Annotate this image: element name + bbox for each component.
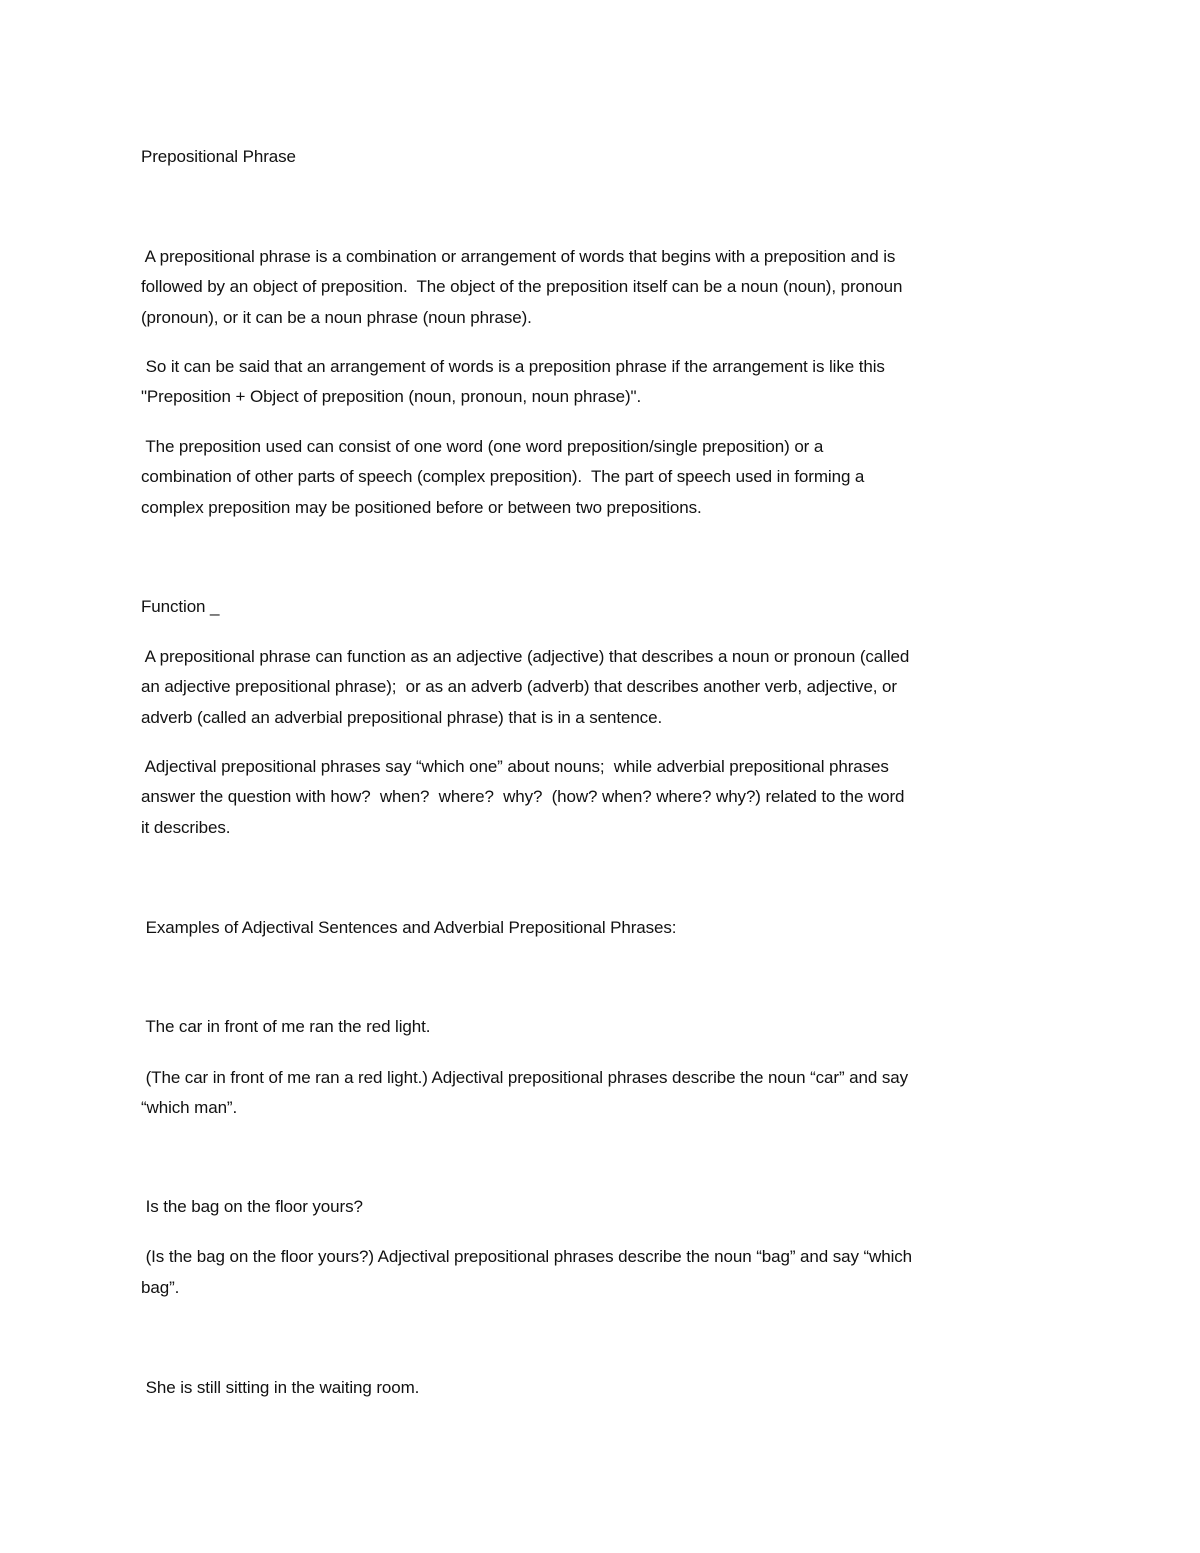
document-title: Prepositional Phrase	[141, 147, 296, 166]
paragraph-line: Adjectival prepositional phrases say “which one” about nouns; while adverbial prepositional phrases	[141, 757, 889, 776]
paragraph-line: it describes.	[141, 818, 231, 837]
example-explanation-line: bag”.	[141, 1278, 180, 1297]
example-explanation-line: “which man”.	[141, 1098, 238, 1117]
paragraph-line: A prepositional phrase can function as an adjective (adjective) that describes a noun or pronoun (called	[141, 647, 910, 666]
paragraph-line: an adjective prepositional phrase); or as an adverb (adverb) that describes another verb, adjective, or	[141, 677, 897, 696]
paragraph-line: A prepositional phrase is a combination or arrangement of words that begins with a preposition and is	[141, 247, 896, 266]
paragraph-line: combination of other parts of speech (complex preposition). The part of speech used in forming a	[141, 467, 865, 486]
example-sentence: Is the bag on the floor yours?	[141, 1197, 363, 1216]
paragraph-line: So it can be said that an arrangement of words is a preposition phrase if the arrangement is like this	[141, 357, 885, 376]
paragraph-line: adverb (called an adverbial prepositional phrase) that is in a sentence.	[141, 708, 663, 727]
paragraph-line: "Preposition + Object of preposition (noun, pronoun, noun phrase)".	[141, 387, 642, 406]
paragraph-line: followed by an object of preposition. The object of the preposition itself can be a noun (noun), pronoun	[141, 277, 903, 296]
paragraph-line: complex preposition may be positioned before or between two prepositions.	[141, 498, 702, 517]
paragraph-line: (pronoun), or it can be a noun phrase (noun phrase).	[141, 308, 532, 327]
function-heading: Function _	[141, 597, 220, 616]
example-sentence: The car in front of me ran the red light.	[141, 1017, 431, 1036]
paragraph-line: The preposition used can consist of one word (one word preposition/single preposition) or a	[141, 437, 824, 456]
example-explanation-line: (The car in front of me ran a red light.) Adjectival prepositional phrases describe the noun “car” and say	[141, 1068, 908, 1087]
examples-heading: Examples of Adjectival Sentences and Adverbial Prepositional Phrases:	[141, 918, 677, 937]
paragraph-line: answer the question with how? when? where? why? (how? when? where? why?) related to the word	[141, 787, 905, 806]
example-explanation-line: (Is the bag on the floor yours?) Adjectival prepositional phrases describe the noun “bag” and say “which	[141, 1247, 913, 1266]
example-sentence: She is still sitting in the waiting room.	[141, 1378, 420, 1397]
